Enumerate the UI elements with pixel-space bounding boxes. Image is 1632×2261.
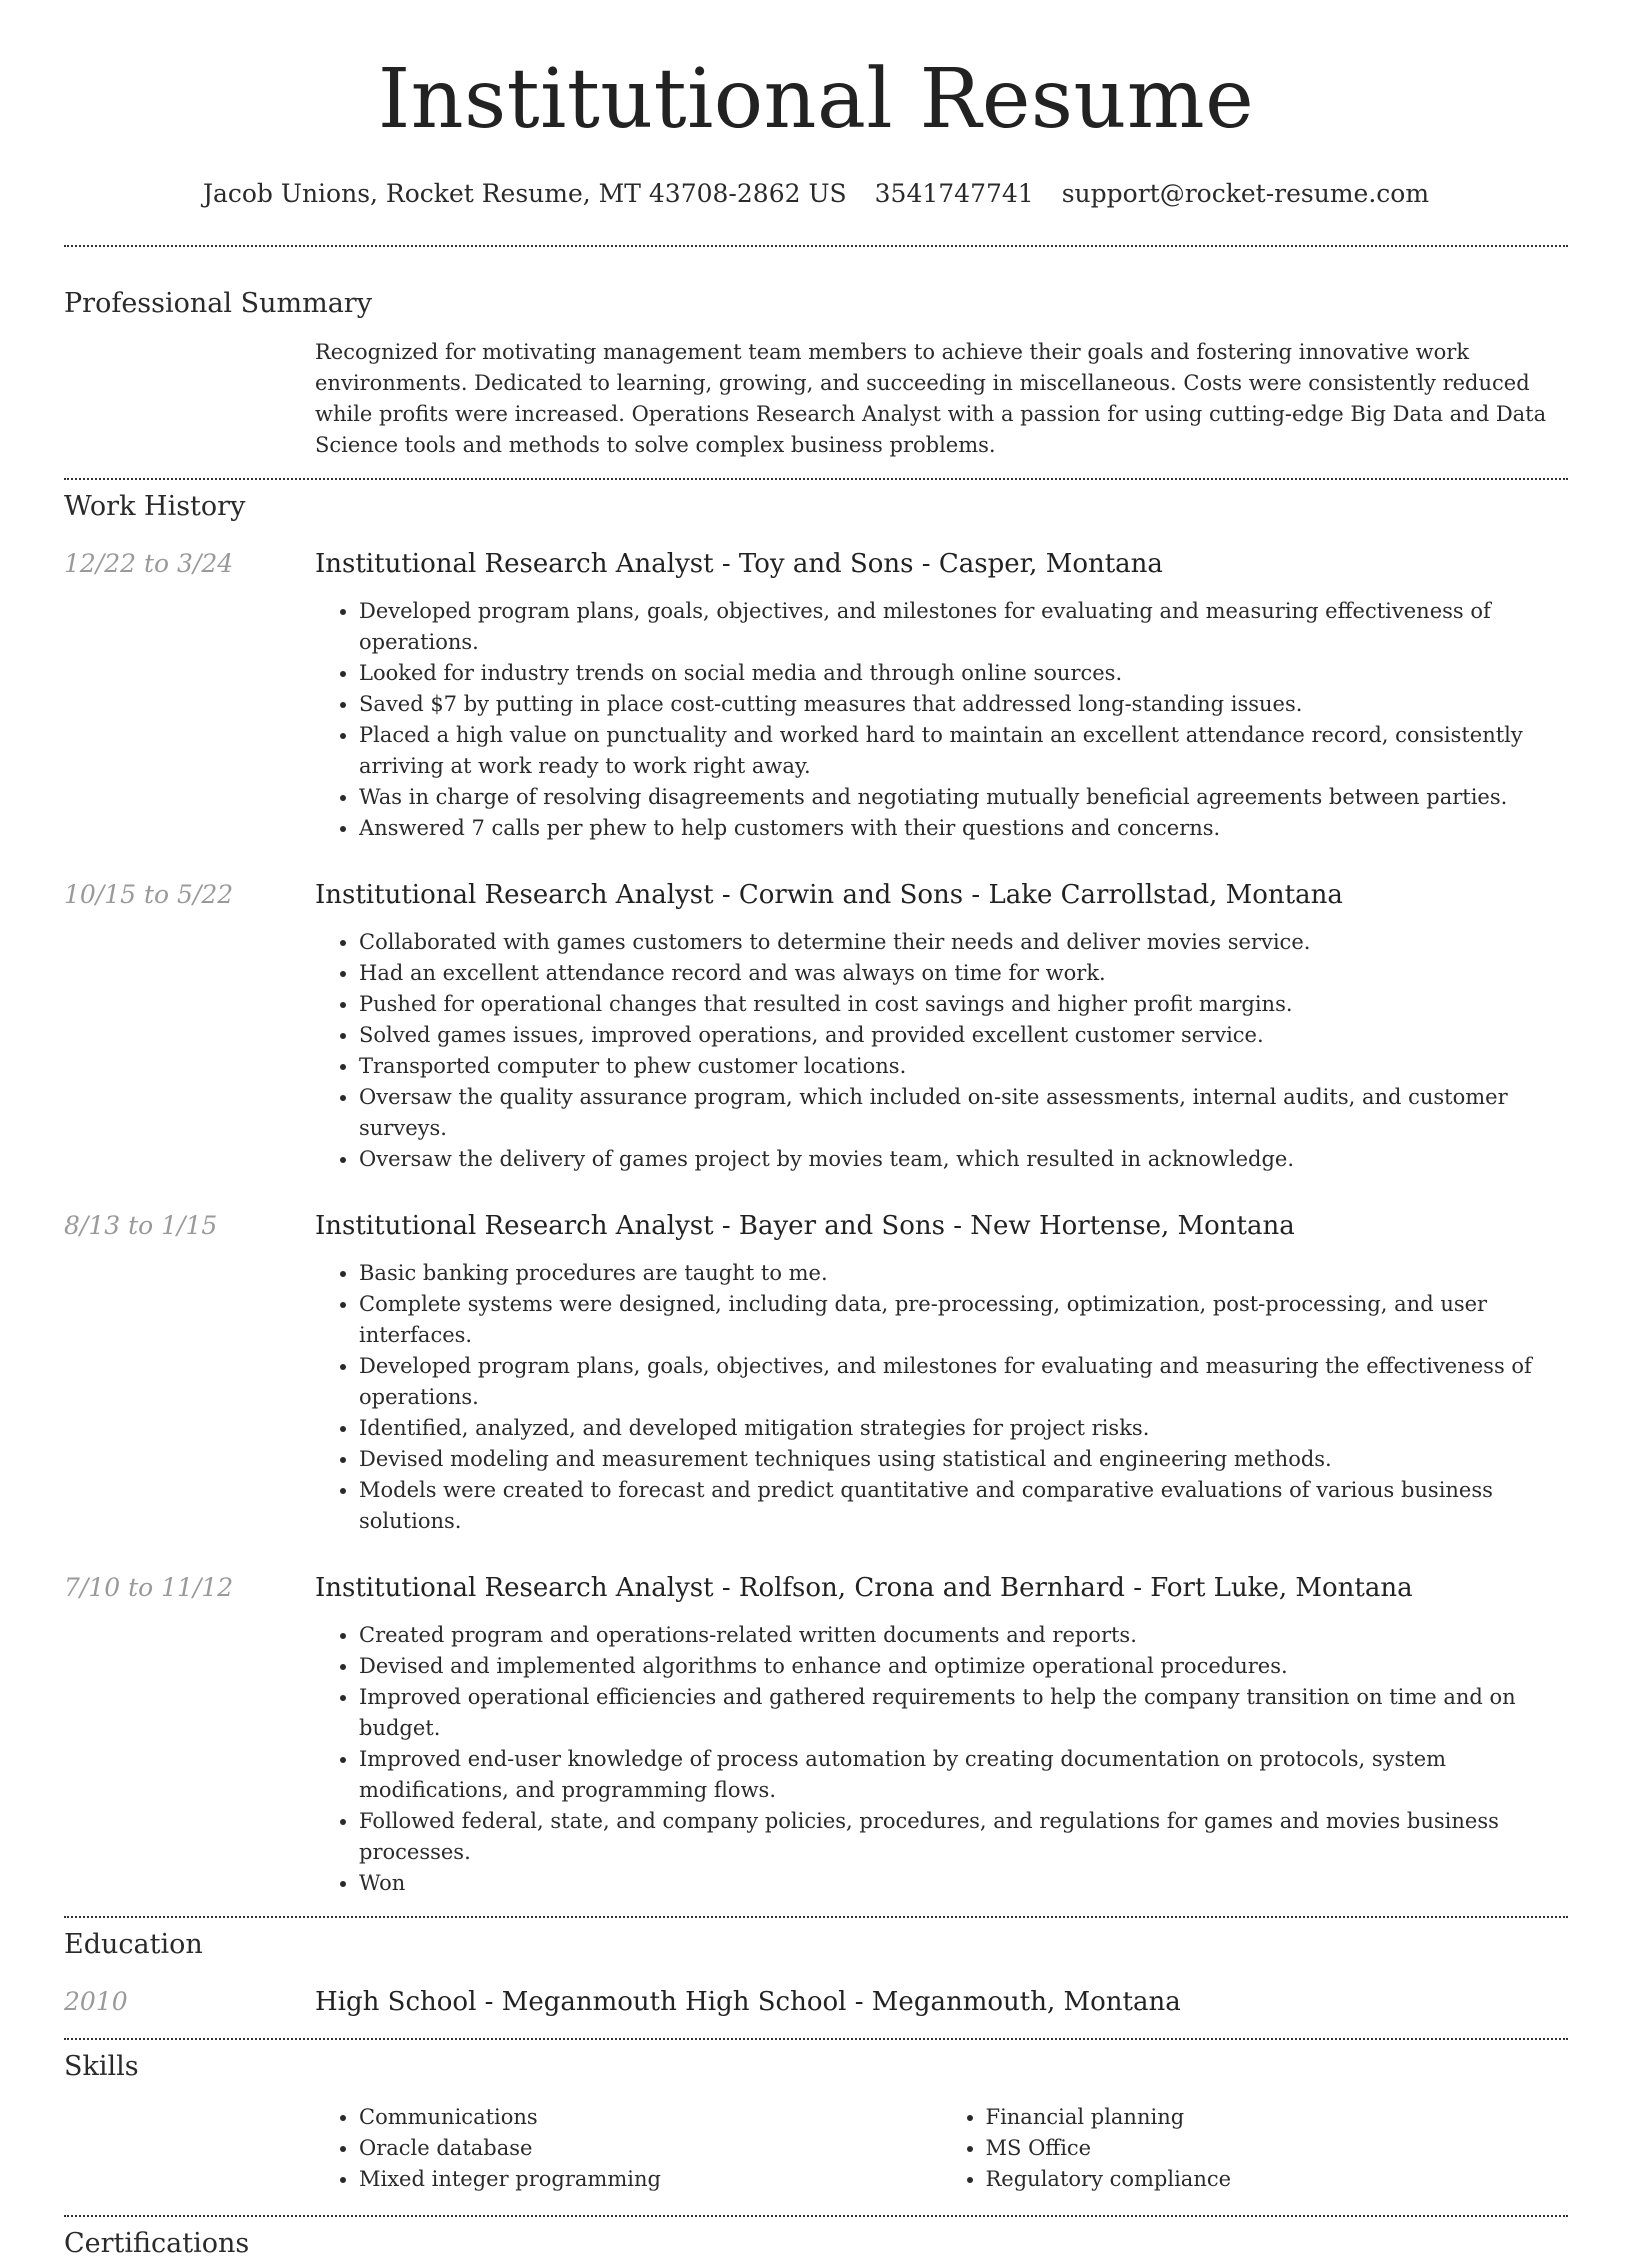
certifications-heading: Certifications [64,2228,250,2259]
job-bullet: • Solved games issues, improved operations, and provided excellent customer service. [359,1020,1568,1051]
job-bullet: • Looked for industry trends on social media and through online sources. [359,658,1568,689]
job-title: Institutional Research Analyst - Rolfson, Crona and Bernhard - Fort Luke, Montana [315,1573,1413,1603]
education-heading: Education [64,1929,203,1960]
contact-line [64,178,1568,210]
skills-column-right [942,2102,1569,2195]
job-bullet: • Pushed for operational changes that resulted in cost savings and higher profit margins. [359,989,1568,1020]
divider [64,2038,1568,2040]
job-bullet: • Complete systems were designed, including data, pre-processing, optimization, post-processing, and user interfaces. [359,1289,1568,1351]
divider [64,1916,1568,1918]
job-bullet: • Developed program plans, goals, objectives, and milestones for evaluating and measuring effectiveness of operations. [359,596,1568,658]
job-bullet: • Won [359,1868,1568,1899]
summary-text: Recognized for motivating management team members to achieve their goals and fostering innovative work environments. Dedicated to learning, growing, and succeeding in miscellaneous. Costs were consistently reduced while profits were increased. Operations Research Analyst with a passion for using cutting-edge Big Data and Data Science tools and methods to solve complex business problems. [315,340,1547,457]
job-bullet: • Identified, analyzed, and developed mitigation strategies for project risks. [359,1413,1568,1444]
contact-phone: 3541747741 [874,179,1034,208]
job-bullet: • Created program and operations-related written documents and reports. [359,1620,1568,1651]
job-dates: 8/13 to 1/15 [64,1211,218,1240]
job-bullet: • Improved end-user knowledge of process automation by creating documentation on protocols, system modifications, and programming flows. [359,1744,1568,1806]
job-bullet: • Answered 7 calls per phew to help customers with their questions and concerns. [359,813,1568,844]
education-title: High School - Meganmouth High School - Meganmouth, Montana [315,1987,1181,2017]
job-bullets [315,927,1568,1175]
job-bullets [315,1258,1568,1537]
job-title: Institutional Research Analyst - Bayer and Sons - New Hortense, Montana [315,1211,1295,1241]
job-entry [64,1210,1568,1537]
job-bullet: • Followed federal, state, and company policies, procedures, and regulations for games and movies business processes. [359,1806,1568,1868]
job-dates: 7/10 to 11/12 [64,1573,234,1602]
job-dates: 10/15 to 5/22 [64,880,234,909]
job-bullet: • Devised modeling and measurement techniques using statistical and engineering methods. [359,1444,1568,1475]
education-entry [64,1986,1568,2018]
skill-item: • MS Office [986,2133,1569,2164]
job-bullet: • Was in charge of resolving disagreements and negotiating mutually beneficial agreements between parties. [359,782,1568,813]
job-bullet: • Developed program plans, goals, objectives, and milestones for evaluating and measuring the effectiveness of operations. [359,1351,1568,1413]
job-title: Institutional Research Analyst - Corwin and Sons - Lake Carrollstad, Montana [315,880,1343,910]
summary-heading: Professional Summary [64,288,372,319]
skill-item: • Financial planning [986,2102,1569,2133]
job-bullet: • Transported computer to phew customer locations. [359,1051,1568,1082]
job-entry [64,548,1568,844]
work-history-heading: Work History [64,491,246,522]
job-bullet: • Devised and implemented algorithms to enhance and optimize operational procedures. [359,1651,1568,1682]
job-bullet: • Models were created to forecast and predict quantitative and comparative evaluations of various business solutions. [359,1475,1568,1537]
job-bullets [315,1620,1568,1899]
skill-item: • Communications [359,2102,942,2133]
job-bullet: • Placed a high value on punctuality and worked hard to maintain an excellent attendance record, consistently arriving at work ready to work right away. [359,720,1568,782]
job-bullet: • Oversaw the delivery of games project by movies team, which resulted in acknowledge. [359,1144,1568,1175]
resume-title: Institutional Resume [377,52,1255,147]
skill-item: • Regulatory compliance [986,2164,1569,2195]
job-bullet: • Oversaw the quality assurance program, which included on-site assessments, internal audits, and customer surveys. [359,1082,1568,1144]
job-bullet: • Basic banking procedures are taught to me. [359,1258,1568,1289]
skills-heading: Skills [64,2051,139,2082]
skill-item: • Oracle database [359,2133,942,2164]
skills-column-left [315,2102,942,2195]
contact-address: Jacob Unions, Rocket Resume, MT 43708-2862 US [202,179,847,208]
divider [64,2215,1568,2217]
divider [64,245,1568,247]
job-bullet: • Collaborated with games customers to determine their needs and deliver movies service. [359,927,1568,958]
job-bullet: • Saved $7 by putting in place cost-cutting measures that addressed long-standing issues. [359,689,1568,720]
job-bullets [315,596,1568,844]
job-entry [64,1572,1568,1899]
skill-item: • Mixed integer programming [359,2164,942,2195]
job-bullet: • Had an excellent attendance record and was always on time for work. [359,958,1568,989]
contact-email: support@rocket-resume.com [1061,179,1430,208]
resume-page [64,0,1568,2261]
education-year: 2010 [64,1987,128,2016]
job-bullet: • Improved operational efficiencies and gathered requirements to help the company transition on time and on budget. [359,1682,1568,1744]
divider [64,478,1568,480]
job-title: Institutional Research Analyst - Toy and Sons - Casper, Montana [315,549,1163,579]
job-dates: 12/22 to 3/24 [64,549,234,578]
job-entry [64,879,1568,1175]
skills-list [315,2102,1568,2195]
